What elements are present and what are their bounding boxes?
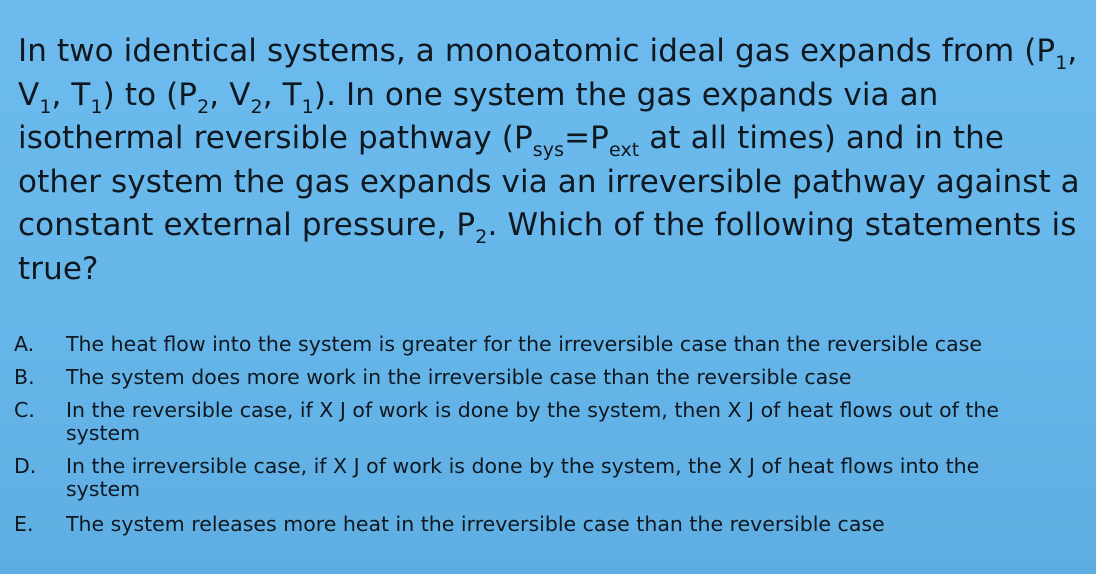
option-d[interactable] (14, 455, 1084, 501)
question-text (18, 30, 1088, 292)
option-a[interactable] (14, 333, 1084, 356)
option-letter: C. (14, 398, 35, 422)
option-text-line-1: In the irreversible case, if X J of work is done by the system, the X J of heat flows into the (66, 454, 980, 478)
option-text-line-2: system (66, 421, 141, 445)
option-letter: E. (14, 512, 34, 536)
option-letter: D. (14, 454, 37, 478)
option-text: The system releases more heat in the irreversible case than the reversible case (66, 512, 885, 536)
question-line-3: isothermal reversible pathway ($P_{sys}=P_{ext}$ at all times) and in the (18, 120, 1005, 162)
option-text-line-1: In the reversible case, if X J of work is done by the system, then X J of heat flows out of the (66, 398, 1000, 422)
option-letter: A. (14, 332, 35, 356)
answer-options (14, 333, 1084, 536)
question-line-1: In two identical systems, a monoatomic ideal gas expands from ($P_1$, (18, 33, 1078, 74)
option-b[interactable] (14, 366, 1084, 389)
question-line-5: constant external pressure, $P_2$. Which of the following statements is (18, 207, 1077, 249)
option-text: The system does more work in the irreversible case than the reversible case (66, 365, 852, 389)
option-letter: B. (14, 365, 35, 389)
option-text: The heat flow into the system is greater for the irreversible case than the reversible case (66, 332, 982, 356)
option-e[interactable] (14, 513, 1084, 536)
question-line-2: $V_1$, $T_1$) to ($P_2$, $V_2$, $T_1$). In one system the gas expands via an (18, 76, 939, 118)
option-c[interactable] (14, 399, 1084, 445)
question-line-4: other system the gas expands via an irreversible pathway against a (18, 163, 1080, 200)
option-text-line-2: system (66, 477, 141, 501)
question-line-6: true? (18, 250, 99, 287)
